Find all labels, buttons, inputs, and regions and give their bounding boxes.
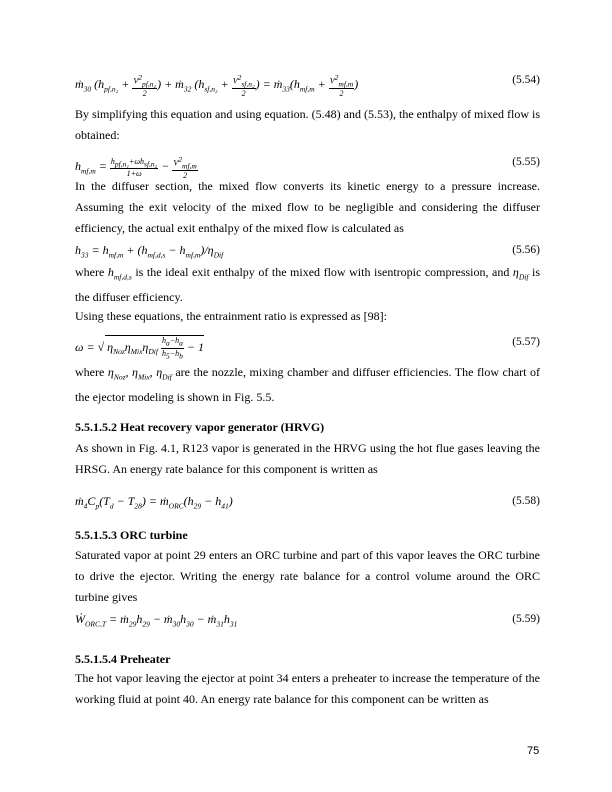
paragraph: where $h_{mf,d,s}$ is the ideal exit enthalpy of the mixed flow with isentropic compression, and $\eta_{Dif}$ is the diffuser efficiency. [75, 265, 541, 305]
paragraph: Using these equations, the entrainment ratio is expressed as [98]: [75, 309, 387, 323]
paragraph: where $\eta_{Noz}$, $\eta_{Mix}$, $\eta_{Dif}$ are the nozzle, mixing chamber and diffuser efficiencies. The flow chart of the ejector modeling is shown in Fig. 5.5. [75, 365, 541, 405]
paragraph: In the diffuser section, the mixed flow converts its kinetic energy to a pressure increase. Assuming the exit velocity of the mixed flow to be negligible and considering the diffuser efficiency, the actual exit enthalpy of the mixed flow is calculated as [75, 179, 540, 235]
equation-5-57: ω = √ $\eta_{Noz}\eta_{Mix}\eta_{Dif}$ $\frac{h_a-h_a}{h_5-h_b}$ − 1 (5.57) [75, 336, 540, 361]
equation-5-59: Ẇ$_{ORC,T}$ = $ṁ_{29}h_{29}$ − $ṁ_{30}h_{30}$ − $ṁ_{31}h_{31}$ (5.59) [75, 612, 540, 629]
section-heading: 5.5.1.5.4 Preheater [75, 652, 171, 666]
equation-number: (5.58) [512, 495, 540, 507]
paragraph: By simplifying this equation and using equation. (5.48) and (5.53), the enthalpy of mixed flow is obtained: [75, 107, 540, 142]
equation-number: (5.54) [512, 74, 540, 86]
equation-5-55: $h_{mf,m}$ = $\frac{h_{pf,n_1}+\omega h_{sf,n_2}}{1+\omega}$ − $\frac{V^2_{mf,m}}{2}$ (5.55) [75, 155, 540, 181]
equation-5-54: ṁ$_{30}$ ($h_{pf,n_2}$ + $\frac{V^2_{pf,n_2}}{2}$ ) + ṁ$_{32}$ ($h_{sf,n_2}$ + $\frac{V^2_{sf,n_2}}{2}$ ) = $ṁ_{33}(h_{mf,m}$ + $\frac{V^2_{mf,m}}{2}$ ) (5.54) [75, 73, 540, 99]
paragraph: Saturated vapor at point 29 enters an ORC turbine and part of this vapor leaves the ORC turbine to drive the ejector. Writing the energy rate balance for a control volume around the ORC turbine gives [75, 548, 540, 604]
section-heading: 5.5.1.5.2 Heat recovery vapor generator (HRVG) [75, 420, 325, 434]
paragraph: As shown in Fig. 4.1, R123 vapor is generated in the HRVG using the hot flue gases leaving the HRSG. An energy rate balance for this component is written as [75, 441, 540, 476]
equation-number: (5.55) [512, 156, 540, 168]
page-number: 75 [527, 745, 540, 757]
equation-5-56: $h_{33} = h_{mf,m} + (h_{mf,d,s} - h_{mf,m})/\eta_{Dif}$ (5.56) [75, 243, 540, 260]
equation-number: (5.59) [512, 613, 540, 625]
equation-5-58: $ṁ_4C_p(T_d - T_{28})$ = $ṁ_{ORC}(h_{29} - h_{41})$ (5.58) [75, 494, 540, 511]
paragraph: The hot vapor leaving the ejector at point 34 enters a preheater to increase the temperature of the working fluid at point 40. An energy rate balance for this component can be written as [75, 671, 540, 706]
section-heading: 5.5.1.5.3 ORC turbine [75, 528, 188, 542]
equation-number: (5.57) [512, 336, 540, 348]
equation-number: (5.56) [512, 244, 540, 256]
